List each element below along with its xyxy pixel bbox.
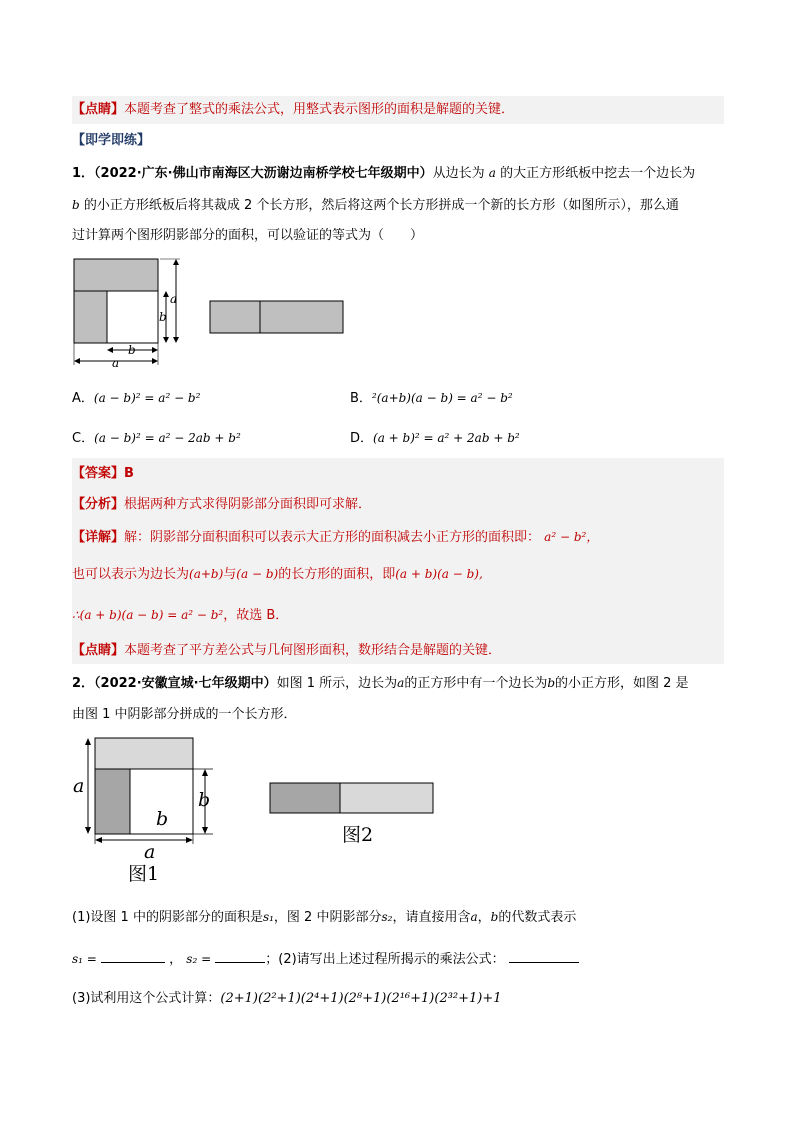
fig1-top-strip xyxy=(74,259,158,291)
note-tag: 【点睛】 xyxy=(72,643,125,658)
q2-text: 如图 1 所示，边长为 xyxy=(276,676,398,691)
fig1-label-b-bottom: b xyxy=(128,343,136,357)
answer-value: B xyxy=(124,466,134,481)
q1-line2 xyxy=(72,197,679,214)
note-text: 本题考查了整式的乘法公式，用整式表示图形的面积是解题的关键． xyxy=(124,102,515,117)
answer-line xyxy=(72,466,134,482)
option-formula: (a − b)² = a² − b² xyxy=(93,391,201,405)
q2-s1: s₁ xyxy=(262,910,274,924)
q2-text: 的代数式表示 xyxy=(498,910,577,925)
q2-blanks-line xyxy=(72,950,579,968)
s1-blank[interactable] xyxy=(101,950,165,963)
option-key: D． xyxy=(350,431,374,446)
detail-text: 解：阴影部分面积面积可以表示大正方形的面积减去小正方形的面积即： xyxy=(124,530,541,545)
s2-blank[interactable] xyxy=(215,950,265,963)
formula-blank[interactable] xyxy=(509,950,579,963)
q2-var-b: b xyxy=(547,676,556,690)
q2-line1 xyxy=(72,675,689,692)
fig-q2-top-strip xyxy=(95,738,193,769)
separator: ， xyxy=(169,952,183,967)
detail-formula: (a+b) xyxy=(189,567,224,581)
q1-text: 的大正方形纸板中挖去一个边长为 xyxy=(500,166,696,181)
fig-q2-label-a-bottom: a xyxy=(144,841,156,863)
fig-q2-rect-light xyxy=(340,783,433,813)
q2-number: 2． xyxy=(72,676,95,691)
q2-s2: s₂ xyxy=(381,910,393,924)
detail-formula: (a − b) xyxy=(236,567,279,581)
answer-block xyxy=(72,458,724,664)
detail-formula: ∴(a + b)(a − b) = a² − b² xyxy=(72,608,224,622)
option-key: B． xyxy=(350,391,372,406)
q2-text: ，图 2 中阴影部分 xyxy=(273,910,382,925)
q2-figure xyxy=(68,732,448,887)
option-key: A． xyxy=(72,391,94,406)
q1-var-b: b xyxy=(72,198,80,212)
detail-formula: (a + b)(a − b), xyxy=(395,567,483,581)
fig-q2-label-b-inner: b xyxy=(156,808,169,830)
q2-var-a: a xyxy=(470,910,478,924)
s1-label: s₁ = xyxy=(72,952,97,966)
fig1-left-strip xyxy=(74,291,107,343)
q1-figure xyxy=(70,255,360,370)
q2-text: ，请直接用含 xyxy=(392,910,471,925)
detail-line3 xyxy=(72,607,288,624)
fig1-label-a-bottom: a xyxy=(112,356,120,370)
q2-formula: (2+1)(2²+1)(2⁴+1)(2⁸+1)(2¹⁶+1)(2³²+1)+1 xyxy=(220,991,502,1006)
fig-q2-caption2: 图2 xyxy=(342,824,374,846)
q2-text: 的正方形中有一个边长为 xyxy=(404,676,548,691)
analysis-line xyxy=(72,497,371,513)
q1-text: 的小正方形纸板后将其裁成 2 个长方形，然后将这两个长方形拼成一个新的长方形（如图所示），那么通 xyxy=(83,198,679,213)
option-d[interactable] xyxy=(350,430,520,447)
detail-tag: 【详解】 xyxy=(72,530,125,545)
fig1-label-a-right: a xyxy=(170,292,178,306)
option-formula: ²(a+b)(a − b) = a² − b² xyxy=(371,391,513,405)
q2-text: (1)设图 1 中的阴影部分的面积是 xyxy=(72,910,263,925)
fig-q2-caption1: 图1 xyxy=(128,863,160,885)
q1-source: （2022·广东·佛山市南海区大沥谢边南桥学校七年级期中） xyxy=(94,166,433,181)
detail-text: 也可以表示为边长为 xyxy=(72,567,190,582)
q2-text: (3)试利用这个公式计算： xyxy=(72,991,221,1006)
q2-part1 xyxy=(72,909,576,926)
detail-text: 与 xyxy=(223,567,237,582)
detail-line1 xyxy=(72,529,598,546)
detail-text: 的长方形的面积，即 xyxy=(278,567,396,582)
q1-note xyxy=(72,643,501,659)
q1-line1 xyxy=(72,165,695,182)
q1-text: 从边长为 xyxy=(432,166,485,181)
q1-line3: 过计算两个图形阴影部分的面积，可以验证的等式为（ ） xyxy=(72,228,424,243)
option-b[interactable] xyxy=(350,390,513,407)
note-text: 本题考查了平方差公式与几何图形面积，数形结合是解题的关键． xyxy=(124,643,502,658)
q2-var-b: b xyxy=(490,910,499,924)
fig-q2-label-b-right: b xyxy=(198,789,211,811)
top-note xyxy=(72,96,724,124)
detail-line2 xyxy=(72,566,483,583)
q1-var-a: a xyxy=(488,166,496,180)
s2-label: s₂ = xyxy=(186,952,212,966)
q2-text: 的小正方形，如图 2 是 xyxy=(555,676,689,691)
option-formula: (a − b)² = a² − 2ab + b² xyxy=(94,431,241,445)
q2-part3 xyxy=(72,991,502,1007)
fig-q2-label-a-left: a xyxy=(73,775,85,797)
detail-formula: a² − b²， xyxy=(544,530,599,544)
fig2-rect-right xyxy=(260,301,343,333)
option-formula: (a + b)² = a² + 2ab + b² xyxy=(373,431,520,445)
q2-source: （2022·安徽宣城·七年级期中） xyxy=(94,676,277,691)
q2-text: ；(2)请写出上述过程所揭示的乘法公式： xyxy=(265,952,505,967)
fig1-label-b-right: b xyxy=(159,310,167,324)
fig-q2-left-strip xyxy=(95,769,130,834)
detail-text: ，故选 B． xyxy=(223,608,289,623)
q2-line2: 由图 1 中阴影部分拼成的一个长方形． xyxy=(72,707,297,722)
q2-var-a: a xyxy=(397,676,405,690)
section-title: 【即学即练】 xyxy=(72,133,151,148)
option-c[interactable] xyxy=(72,430,241,447)
note-tag: 【点睛】 xyxy=(72,102,125,117)
fig2-rect-left xyxy=(210,301,260,333)
answer-tag: 【答案】 xyxy=(72,466,125,481)
fig-q2-rect-dark xyxy=(270,783,340,813)
analysis-tag: 【分析】 xyxy=(72,497,125,512)
q1-number: 1． xyxy=(72,166,95,181)
analysis-text: 根据两种方式求得阴影部分面积即可求解． xyxy=(124,497,372,512)
q2-text: ， xyxy=(477,910,491,925)
option-a[interactable] xyxy=(72,390,200,407)
option-key: C． xyxy=(72,431,95,446)
